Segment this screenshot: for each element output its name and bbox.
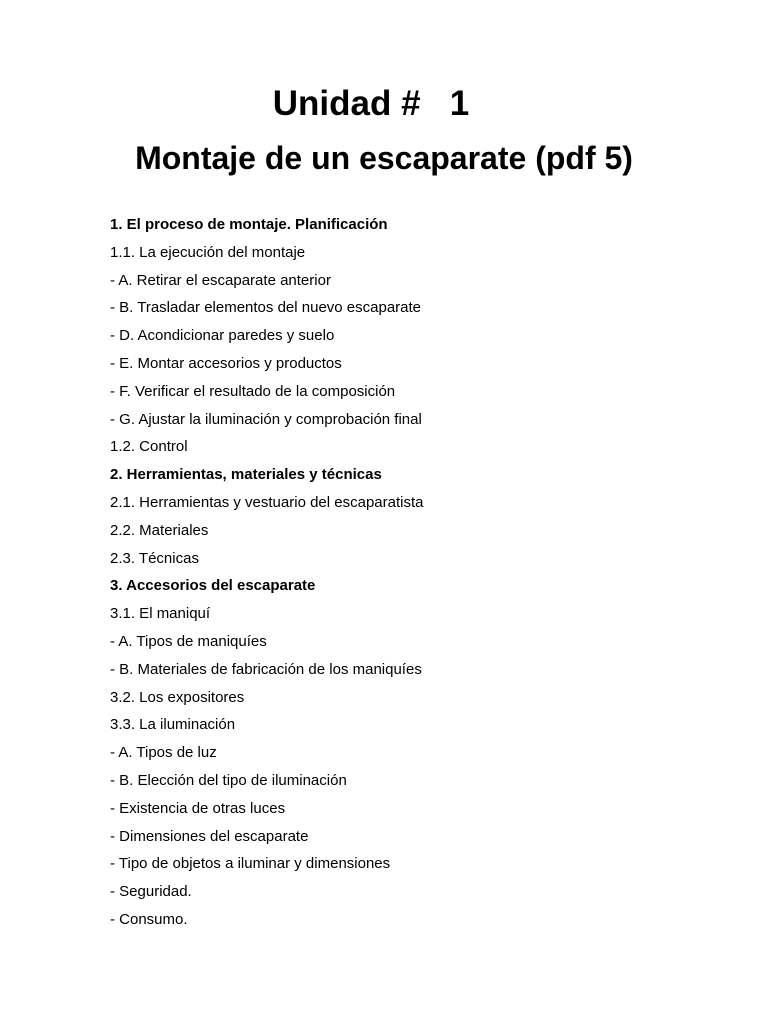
outline-item: - B. Elección del tipo de iluminación [110, 771, 347, 789]
outline-item: - Consumo. [110, 910, 188, 928]
outline-item: - B. Materiales de fabricación de los maniquíes [110, 660, 422, 678]
outline-item: - Dimensiones del escaparate [110, 827, 309, 845]
outline-item: 1.2. Control [110, 438, 188, 456]
outline-item: 3.2. Los expositores [110, 688, 245, 706]
outline-list [110, 211, 423, 934]
outline-item: - F. Verificar el resultado de la composición [110, 382, 396, 400]
outline-item: - Seguridad. [110, 883, 192, 901]
outline-item: 2.3. Técnicas [110, 549, 199, 567]
outline-item: - D. Acondicionar paredes y suelo [110, 327, 335, 345]
outline-item: 2.1. Herramientas y vestuario del escaparatista [110, 493, 424, 511]
outline-item: - Tipo de objetos a iluminar y dimensiones [110, 855, 391, 873]
unit-title: Unidad # 1 [272, 84, 470, 123]
outline-item: - A. Tipos de maniquíes [110, 632, 267, 650]
outline-item: - E. Montar accesorios y productos [110, 354, 342, 372]
outline-item: - Existencia de otras luces [110, 799, 286, 817]
outline-item: - G. Ajustar la iluminación y comprobación final [110, 410, 422, 428]
outline-item: 3.1. El maniquí [110, 605, 211, 623]
outline-item: - A. Tipos de luz [110, 744, 217, 762]
outline-item: - B. Trasladar elementos del nuevo escaparate [110, 299, 422, 317]
outline-item: 3.3. La iluminación [110, 716, 236, 734]
outline-item: 1.1. La ejecución del montaje [110, 243, 306, 261]
outline-item: 2.2. Materiales [110, 521, 209, 539]
outline-item: 3. Accesorios del escaparate [110, 577, 316, 595]
main-title: Montaje de un escaparate (pdf 5) [135, 140, 633, 176]
outline-item: 1. El proceso de montaje. Planificación [110, 216, 388, 233]
outline-item: 2. Herramientas, materiales y técnicas [110, 466, 382, 484]
outline-item: - A. Retirar el escaparate anterior [110, 271, 331, 289]
